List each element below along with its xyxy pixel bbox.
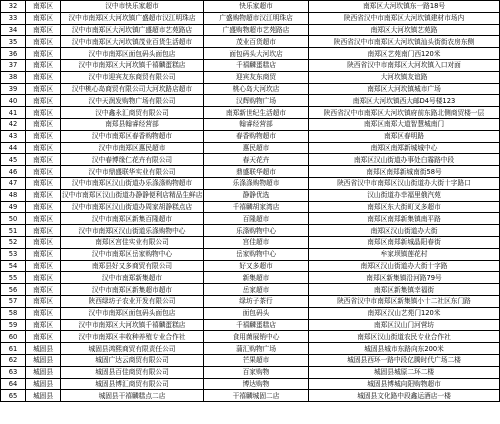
- row-number[interactable]: 51: [1, 225, 26, 237]
- address-cell[interactable]: 南郑区汉山街道农民专业合作社: [309, 331, 500, 343]
- store-name-cell[interactable]: 迎宾友东商贸: [204, 71, 309, 83]
- address-cell[interactable]: 陕西省汉中市南郑区汉山街道办大街十字路口: [309, 177, 500, 189]
- company-name-cell[interactable]: 城固广达云商贸有限公司: [61, 354, 204, 366]
- company-name-cell[interactable]: 汉中市南郑区岳家购物中心: [61, 248, 204, 260]
- company-name-cell[interactable]: 陕西绿坊子农业开发有限公司: [61, 295, 204, 307]
- table-row: [1, 107, 500, 119]
- store-name-cell[interactable]: 蒲汇购物广场: [204, 343, 309, 355]
- address-cell[interactable]: 城固县博城向阳购物超市: [309, 378, 500, 390]
- store-name-cell[interactable]: 干禧麟城固二店: [204, 390, 309, 402]
- district-cell[interactable]: 南郑区: [26, 177, 61, 189]
- table-row: [1, 189, 500, 201]
- address-cell[interactable]: 南郑区汉山街道办事处白霧路中段: [309, 154, 500, 166]
- address-cell[interactable]: 南郑区大河坎镇西大邮D4号楼123: [309, 95, 500, 107]
- table-row: [1, 83, 500, 95]
- table-row: [1, 213, 500, 225]
- store-name-cell[interactable]: 芒果超市: [204, 354, 309, 366]
- district-cell[interactable]: 南郑区: [26, 166, 61, 178]
- district-cell[interactable]: 南郑区: [26, 225, 61, 237]
- store-name-cell[interactable]: 乐涤涤购物超市: [204, 177, 309, 189]
- district-cell[interactable]: 南郑区: [26, 295, 61, 307]
- row-number[interactable]: 38: [1, 71, 26, 83]
- store-name-cell[interactable]: 惠民超市: [204, 142, 309, 154]
- address-cell[interactable]: 陕西省汉中市南郑区大河坎镇入口对面: [309, 59, 500, 71]
- table-row: [1, 354, 500, 366]
- address-cell[interactable]: 南郑区南郑新集镇南平路: [309, 213, 500, 225]
- company-name-cell[interactable]: 汉中市南郑区大河坎镇广盛超市艺苑路店: [61, 24, 204, 36]
- store-name-cell[interactable]: 百隆超市: [204, 213, 309, 225]
- table-row: [1, 71, 500, 83]
- row-number[interactable]: 65: [1, 390, 26, 402]
- row-number[interactable]: 61: [1, 343, 26, 355]
- store-name-cell[interactable]: 茂业百货超市: [204, 36, 309, 48]
- address-cell[interactable]: 汉山街道办幸福里俄汽苑: [309, 189, 500, 201]
- district-cell[interactable]: 南郑区: [26, 130, 61, 142]
- store-name-cell[interactable]: 汉辉购物广场: [204, 95, 309, 107]
- store-name-cell[interactable]: 千禧麟蛋糕店: [204, 319, 309, 331]
- table-row: [1, 260, 500, 272]
- row-number[interactable]: 37: [1, 59, 26, 71]
- table-row: [1, 201, 500, 213]
- address-cell[interactable]: 牟家坝镇莲花村: [309, 248, 500, 260]
- company-name-cell[interactable]: 汉中市南郑新集超市: [61, 272, 204, 284]
- district-cell[interactable]: 南郑区: [26, 48, 61, 60]
- company-name-cell[interactable]: 城固县干禧麟糕点二店: [61, 390, 204, 402]
- company-name-cell[interactable]: 南郑区宫佳实业有限公司: [61, 236, 204, 248]
- district-cell[interactable]: 南郑区: [26, 95, 61, 107]
- row-number[interactable]: 57: [1, 295, 26, 307]
- district-cell[interactable]: 南郑区: [26, 272, 61, 284]
- store-name-cell[interactable]: 快乐家超市: [204, 1, 309, 13]
- company-name-cell[interactable]: 汉中市南郑区丰收种养殖专业合作社: [61, 331, 204, 343]
- company-name-cell[interactable]: 城固县鸿熙商贸有限责任公司: [61, 343, 204, 355]
- address-cell[interactable]: 南郑区新集镇沿河路79号: [309, 272, 500, 284]
- address-cell[interactable]: 陕西省汉中市南郑区大河坎镇建材市场内: [309, 12, 500, 24]
- row-number[interactable]: 41: [1, 107, 26, 119]
- address-cell[interactable]: 南郑区大河坎镇艺苑路: [309, 24, 500, 36]
- store-name-cell[interactable]: 好又多超市: [204, 260, 309, 272]
- address-cell[interactable]: 南郑区南郑新城城中心: [309, 142, 500, 154]
- store-name-cell[interactable]: 广盛购物超市艺苑路店: [204, 24, 309, 36]
- table-row: [1, 366, 500, 378]
- district-cell[interactable]: 城固县: [26, 366, 61, 378]
- company-name-cell[interactable]: 城固县百佳商贸有限公司: [61, 366, 204, 378]
- store-name-cell[interactable]: 宫佳超市: [204, 236, 309, 248]
- district-cell[interactable]: 南郑区: [26, 71, 61, 83]
- company-name-cell[interactable]: 汉中市南郑区大河坎镇广盛超市汉江明珠店: [61, 12, 204, 24]
- address-cell[interactable]: 南郑区东大街町叉多超市: [309, 201, 500, 213]
- table-row: [1, 95, 500, 107]
- address-cell[interactable]: 南郑区艺苑南门西120米: [309, 48, 500, 60]
- row-number[interactable]: 52: [1, 236, 26, 248]
- company-name-cell[interactable]: 汉中市南郑区大河坎镇千禧麟蛋糕店: [61, 59, 204, 71]
- store-name-cell[interactable]: 面包码头: [204, 307, 309, 319]
- company-name-cell[interactable]: 汉中市鼎盛联华实业有限公司: [61, 166, 204, 178]
- row-number[interactable]: 49: [1, 201, 26, 213]
- address-cell[interactable]: 陕西省汉中市南郑区新集镇小十二社区东门路: [309, 295, 500, 307]
- address-cell[interactable]: 城固县城市东路向东200米: [309, 343, 500, 355]
- row-number[interactable]: 44: [1, 142, 26, 154]
- store-name-cell[interactable]: 新集超市: [204, 272, 309, 284]
- address-cell[interactable]: 南郑区大河坎镇东一路18号: [309, 1, 500, 13]
- address-cell[interactable]: 陕西省汉中市南郑区大河坎镇府前东路北侧商贸楼一层: [309, 107, 500, 119]
- table-row: [1, 225, 500, 237]
- row-number[interactable]: 58: [1, 307, 26, 319]
- address-cell[interactable]: 南郑区汉山门河营坊: [309, 319, 500, 331]
- row-number[interactable]: 45: [1, 154, 26, 166]
- company-name-cell[interactable]: 汉中春博缘仁花卉有限公司: [61, 154, 204, 166]
- store-name-cell[interactable]: 岳家超市: [204, 284, 309, 296]
- table-row: [1, 154, 500, 166]
- row-number[interactable]: 39: [1, 83, 26, 95]
- table-row: [1, 166, 500, 178]
- district-cell[interactable]: 南郑区: [26, 201, 61, 213]
- address-cell[interactable]: 南郑区南郑新城南街58号: [309, 166, 500, 178]
- company-name-cell[interactable]: 汉中市南郑区面包码头面包店: [61, 307, 204, 319]
- table-row: [1, 118, 500, 130]
- district-cell[interactable]: 南郑区: [26, 189, 61, 201]
- company-name-cell[interactable]: 汉中市南郑区春香购物超市: [61, 130, 204, 142]
- store-name-cell[interactable]: 博达购物: [204, 378, 309, 390]
- district-cell[interactable]: 南郑区: [26, 248, 61, 260]
- company-name-cell[interactable]: 南郑县好又多商贸有限公司: [61, 260, 204, 272]
- company-name-cell[interactable]: 汉中市南郑区大河坎镇千禧麟蛋糕店: [61, 319, 204, 331]
- district-cell[interactable]: 南郑区: [26, 36, 61, 48]
- table-row: [1, 12, 500, 24]
- district-cell[interactable]: 南郑区: [26, 83, 61, 95]
- store-name-cell[interactable]: 绿坊子茶行: [204, 295, 309, 307]
- district-cell[interactable]: 南郑区: [26, 12, 61, 24]
- store-name-cell[interactable]: 千禧麟蛋糕店: [204, 59, 309, 71]
- row-number[interactable]: 48: [1, 189, 26, 201]
- store-name-cell[interactable]: 春天花卉: [204, 154, 309, 166]
- company-name-cell[interactable]: 汉中市南郑区惠民超市: [61, 142, 204, 154]
- district-cell[interactable]: 南郑区: [26, 331, 61, 343]
- district-cell[interactable]: 城固县: [26, 343, 61, 355]
- company-name-cell[interactable]: 汉中市南郑区面包码头面包店: [61, 48, 204, 60]
- company-name-cell[interactable]: 南郑县翰睿经营部: [61, 118, 204, 130]
- table-row: [1, 59, 500, 71]
- district-cell[interactable]: 南郑区: [26, 24, 61, 36]
- district-cell[interactable]: 南郑区: [26, 307, 61, 319]
- row-number[interactable]: 43: [1, 130, 26, 142]
- company-name-cell[interactable]: 汉中市南郑区汉山街道乐涤购物中心: [61, 225, 204, 237]
- row-number[interactable]: 54: [1, 260, 26, 272]
- address-cell[interactable]: 城固县西环一路中段亿腾时代广场二楼: [309, 354, 500, 366]
- table-row: [1, 331, 500, 343]
- district-cell[interactable]: 南郑区: [26, 142, 61, 154]
- table-row: [1, 177, 500, 189]
- table-row: [1, 343, 500, 355]
- table-row: [1, 390, 500, 402]
- district-cell[interactable]: 南郑区: [26, 107, 61, 119]
- row-number[interactable]: 50: [1, 213, 26, 225]
- district-cell[interactable]: 南郑区: [26, 154, 61, 166]
- store-name-cell[interactable]: 桃心岛大河坎店: [204, 83, 309, 95]
- store-name-cell[interactable]: 广盛购物超市汉江明珠店: [204, 12, 309, 24]
- address-cell[interactable]: 南郑区大河坎镇城市广场: [309, 83, 500, 95]
- district-cell[interactable]: 城固县: [26, 354, 61, 366]
- district-cell[interactable]: 城固县: [26, 378, 61, 390]
- address-cell[interactable]: 南郑区南郑新城晶阳春街: [309, 236, 500, 248]
- company-name-cell[interactable]: 汉中市南郑区新集百隆超市: [61, 213, 204, 225]
- table-row: [1, 272, 500, 284]
- district-cell[interactable]: 南郑区: [26, 213, 61, 225]
- address-cell[interactable]: 城固县城原二环二楼: [309, 366, 500, 378]
- store-name-cell[interactable]: 面包码头大河坎店: [204, 48, 309, 60]
- table-row: [1, 24, 500, 36]
- district-cell[interactable]: 南郑区: [26, 118, 61, 130]
- address-cell[interactable]: 南郑区汉山艺苑门120米: [309, 307, 500, 319]
- table-row: [1, 378, 500, 390]
- address-cell[interactable]: 南郑区汉山街道办大街十字路: [309, 260, 500, 272]
- company-name-cell[interactable]: 汉中市快乐家超市: [61, 1, 204, 13]
- table-row: [1, 130, 500, 142]
- district-cell[interactable]: 南郑区: [26, 319, 61, 331]
- district-cell[interactable]: 南郑区: [26, 236, 61, 248]
- table-row: [1, 36, 500, 48]
- row-number[interactable]: 34: [1, 24, 26, 36]
- district-cell[interactable]: 南郑区: [26, 284, 61, 296]
- row-number[interactable]: 64: [1, 378, 26, 390]
- row-number[interactable]: 60: [1, 331, 26, 343]
- company-name-cell[interactable]: 汉中市南郑区汉山街道办周家胡静糕点店: [61, 201, 204, 213]
- address-cell[interactable]: 南郑区春明路: [309, 130, 500, 142]
- row-number[interactable]: 62: [1, 354, 26, 366]
- table-row: [1, 319, 500, 331]
- address-cell[interactable]: 陕西省汉中市南郑区大河坎镇汕头街街农房东侧: [309, 36, 500, 48]
- row-number[interactable]: 63: [1, 366, 26, 378]
- address-cell[interactable]: 南郑区南郑大道智慧城南门: [309, 118, 500, 130]
- company-name-cell[interactable]: 汉中市南郑区汉山街道办乐涤涤购物超市: [61, 177, 204, 189]
- company-name-cell[interactable]: 汉中天润发购物广场有限公司: [61, 95, 204, 107]
- district-cell[interactable]: 南郑区: [26, 59, 61, 71]
- company-name-cell[interactable]: 汉中市迎宾友东商贸有限公司: [61, 71, 204, 83]
- store-name-cell[interactable]: 千禧麟胡家湾店: [204, 201, 309, 213]
- district-cell[interactable]: 南郑区: [26, 260, 61, 272]
- store-name-cell[interactable]: 鼎盛联华超市: [204, 166, 309, 178]
- company-name-cell[interactable]: 汉中市南郑区汉山街道办静静便利店精品生鲜店: [62, 191, 203, 200]
- row-number[interactable]: 36: [1, 48, 26, 60]
- row-number[interactable]: 55: [1, 272, 26, 284]
- row-number[interactable]: 35: [1, 36, 26, 48]
- table-row: [1, 142, 500, 154]
- address-cell[interactable]: 城固县文化路中段鑫运酒店一楼: [309, 390, 500, 402]
- row-number[interactable]: 56: [1, 284, 26, 296]
- address-cell[interactable]: 南郑区汉山街道办大街: [309, 225, 500, 237]
- table-row: [1, 236, 500, 248]
- store-name-cell[interactable]: 乐涤购物中心: [204, 225, 309, 237]
- table-row: [1, 284, 500, 296]
- company-name-cell[interactable]: 汉中桃心岛商贸有限公司大河坎路店超市: [61, 83, 204, 95]
- store-name-cell[interactable]: 百家购物: [204, 366, 309, 378]
- row-number[interactable]: 53: [1, 248, 26, 260]
- company-name-cell[interactable]: 城固县博汇商贸有限公司: [61, 378, 204, 390]
- district-cell[interactable]: 南郑区: [26, 1, 61, 13]
- store-name-cell[interactable]: 静静优选: [204, 189, 309, 201]
- company-name-cell[interactable]: 汉中鑫永汇商贸有限公司: [61, 107, 204, 119]
- row-number[interactable]: 33: [1, 12, 26, 24]
- company-name-cell[interactable]: 汉中市南郑区大河坎镇茂业百货生活超市: [61, 36, 204, 48]
- company-name-cell[interactable]: 汉中市南郑区新集超市超市: [61, 284, 204, 296]
- row-number[interactable]: 46: [1, 166, 26, 178]
- row-number[interactable]: 59: [1, 319, 26, 331]
- table-row: [1, 307, 500, 319]
- table-row: [1, 1, 500, 13]
- row-number[interactable]: 40: [1, 95, 26, 107]
- store-name-cell[interactable]: 食用菌展销中心: [204, 331, 309, 343]
- store-name-cell[interactable]: 春香购物超市: [204, 130, 309, 142]
- address-cell[interactable]: 南郑区新集镇幸福街: [309, 284, 500, 296]
- store-name-cell[interactable]: 岳家购物中心: [204, 248, 309, 260]
- row-number[interactable]: 32: [1, 1, 26, 13]
- district-cell[interactable]: 城固县: [26, 390, 61, 402]
- row-number[interactable]: 47: [1, 177, 26, 189]
- table-row: [1, 295, 500, 307]
- store-name-cell[interactable]: 翰睿经营部: [204, 118, 309, 130]
- address-cell[interactable]: 大河坎镇友谊路: [309, 71, 500, 83]
- row-number[interactable]: 42: [1, 118, 26, 130]
- table-row: [1, 48, 500, 60]
- table-row: [1, 248, 500, 260]
- store-name-cell[interactable]: 南郑新世纪生活超市: [204, 107, 309, 119]
